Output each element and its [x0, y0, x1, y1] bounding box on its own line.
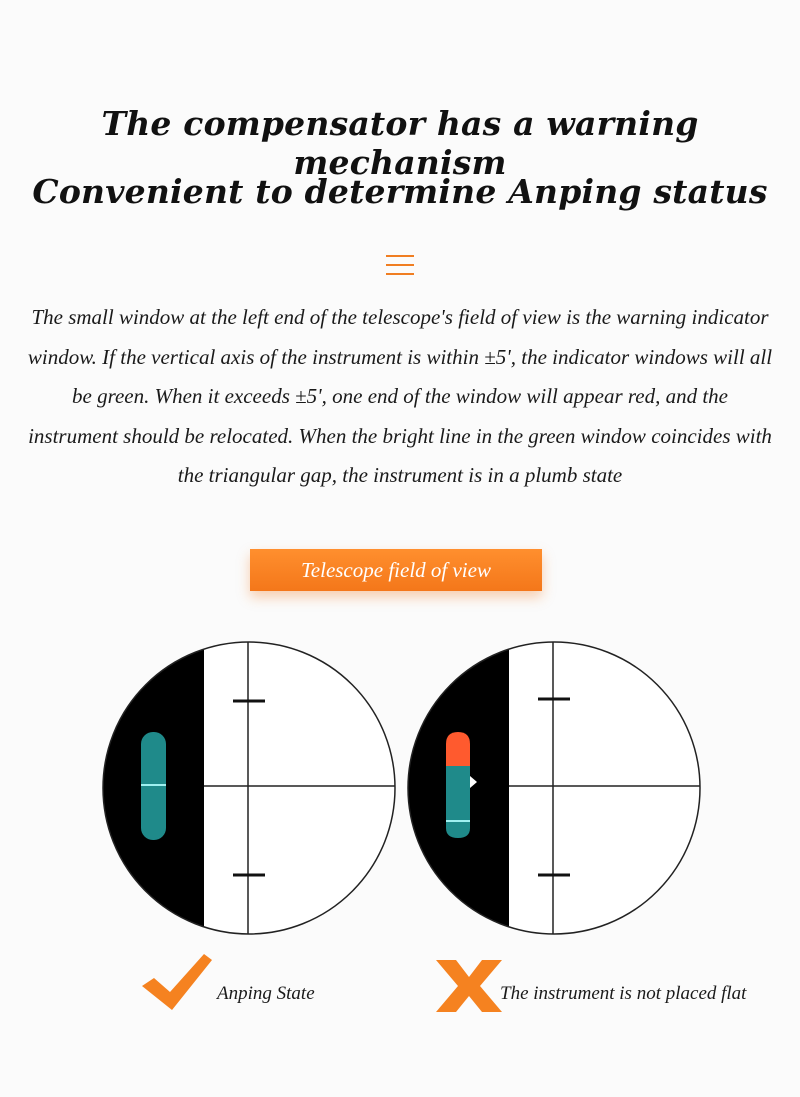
divider-menu-icon [386, 255, 414, 275]
not-level-caption: The instrument is not placed flat [500, 983, 747, 1004]
description-line: be green. When it exceeds ±5', one end of the window will appear red, and the [72, 384, 728, 408]
green-indicator-segment [446, 766, 470, 838]
telescope-banner: Telescope field of view [250, 549, 542, 591]
description-line: the triangular gap, the instrument is in a plumb state [177, 463, 623, 487]
red-warning-segment [446, 732, 470, 766]
telescope-view-tilted [406, 640, 702, 936]
bright-line [446, 820, 470, 822]
bright-line [141, 784, 166, 786]
level-caption: Anping State [217, 983, 315, 1004]
telescope-view-level [101, 640, 397, 936]
description-line: The small window at the left end of the telescope's field of view is the warning indicator [31, 305, 769, 329]
description-paragraph [0, 298, 800, 496]
page-title: The compensator has a warning mechanism [101, 104, 699, 182]
description-line: window. If the vertical axis of the instrument is within ±5', the indicator windows will all [27, 344, 773, 369]
page-subtitle: Convenient to determine Anping status [32, 172, 768, 211]
x-mark-icon [432, 958, 506, 1014]
checkmark-icon [140, 952, 214, 1014]
description-line: instrument should be relocated. When the bright line in the green window coincides with [28, 423, 772, 448]
